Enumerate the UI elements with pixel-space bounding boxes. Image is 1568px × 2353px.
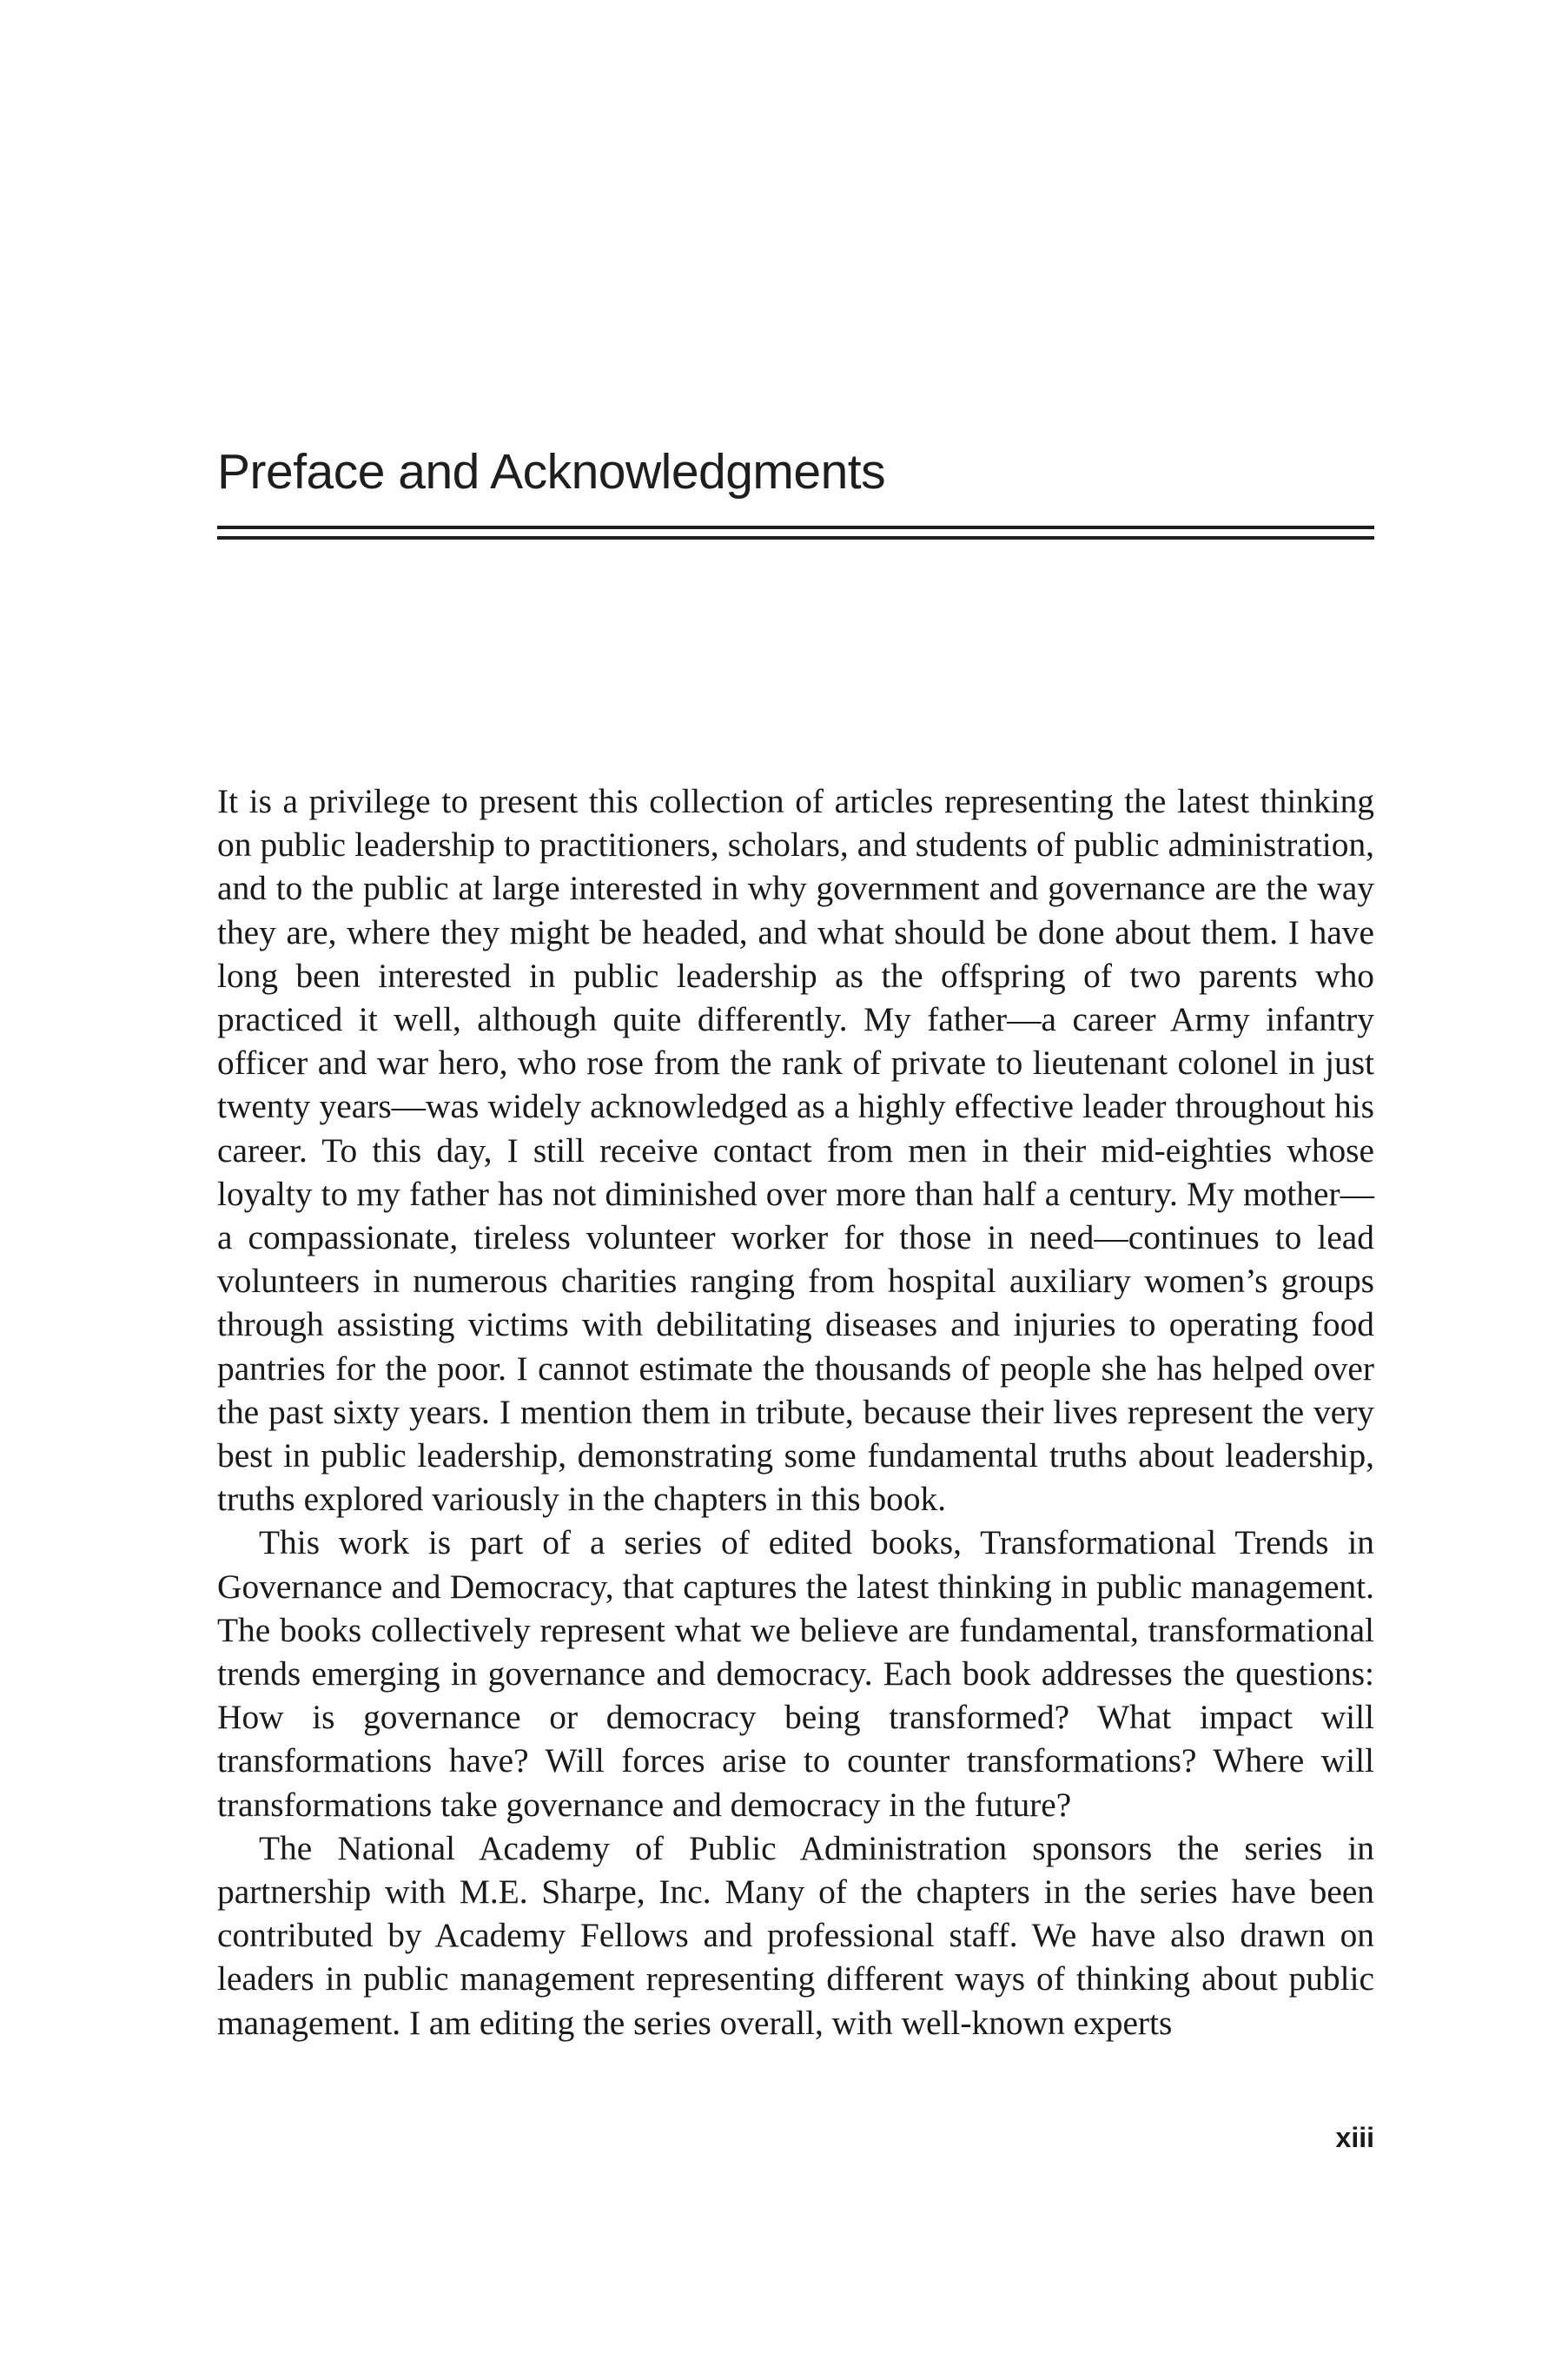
page-number: xiii <box>1335 2122 1374 2153</box>
paragraph-privilege: It is a privilege to present this collection of articles representing the latest thinking on public leadership to practitioners, scholars, and students of public administration, and to the public at large interested in why government and governance are the way they are, where they might be headed, and what should be done about them. I have long been interested in public leadership as the offspring of two parents who practiced it well, although quite differently. My father—a career Army infantry officer and war hero, who rose from the rank of private to lieutenant colonel in just twenty years—was widely acknowledged as a highly effective leader throughout his career. To this day, I still receive contact from men in their mid-eighties whose loyalty to my father has not diminished over more than half a century. My mother—a compassionate, tireless volunteer worker for those in need—continues to lead volunteers in numerous charities ranging from hospital auxiliary women’s groups through assisting victims with debilitating diseases and injuries to operating food pantries for the poor. I cannot estimate the thousands of people she has helped over the past sixty years. I mention them in tribute, because their lives represent the very best in public leadership, demonstrating some fundamental truths about leadership, truths explored variously in the chapters in this book. <box>217 782 1374 1519</box>
title-rule-bottom <box>217 536 1374 540</box>
body-text <box>217 779 1374 2045</box>
chapter-title: Preface and Acknowledgments <box>217 444 886 500</box>
paragraph-series: This work is part of a series of edited books, Transformational Trends in Governance and Democracy, that captures the latest thinking in public management. The books collectively represent what we believe are fundamental, transformational trends emerging in governance and democracy. Each book addresses the questions: How is governance or democracy being transformed? What impact will transformations have? Will forces arise to counter transformations? Where will transformations take governance and democracy in the future? <box>217 1523 1374 1824</box>
title-rule-top <box>217 526 1374 529</box>
paragraph-academy: The National Academy of Public Administration sponsors the series in partnership with M.E. Sharpe, Inc. Many of the chapters in the series have been contributed by Academy Fellows and professional staff. We have also drawn on leaders in public management representing different ways of thinking about public management. I am editing the series overall, with well-known experts <box>217 1828 1374 2042</box>
